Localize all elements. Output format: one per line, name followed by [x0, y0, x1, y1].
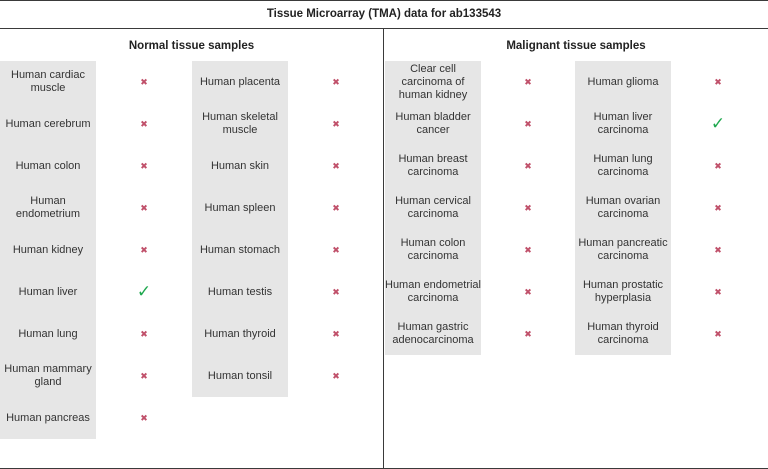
cross-icon: ✖: [524, 160, 532, 171]
cross-icon: ✖: [332, 160, 340, 171]
cross-icon: ✖: [332, 76, 340, 87]
cross-icon: ✖: [332, 328, 340, 339]
negative-cross-icon: [326, 114, 346, 134]
tissue-label: Human testis: [207, 285, 273, 298]
tissue-label: Human cardiac muscle: [11, 69, 85, 94]
tissue-label: Human colon: [15, 159, 81, 172]
negative-cross-icon: [708, 156, 728, 176]
cross-icon: ✖: [714, 286, 722, 297]
negative-cross-icon: [326, 324, 346, 344]
cross-icon: ✖: [524, 244, 532, 255]
negative-cross-icon: [134, 156, 154, 176]
tissue-label: Human glioma: [587, 75, 659, 88]
tissue-label: Human bladder cancer: [395, 111, 471, 136]
tissue-label: Human cervical carcinoma: [395, 195, 471, 220]
title-divider: [0, 28, 768, 29]
cross-icon: ✖: [332, 370, 340, 381]
cross-icon: ✖: [332, 286, 340, 297]
cross-icon: ✖: [524, 76, 532, 87]
check-icon: ✓: [136, 282, 152, 301]
cross-icon: ✖: [140, 76, 148, 87]
negative-cross-icon: [134, 114, 154, 134]
negative-cross-icon: [134, 408, 154, 428]
negative-cross-icon: [518, 240, 538, 260]
malignant-section-heading: Malignant tissue samples: [506, 40, 646, 52]
table-title: Tissue Microarray (TMA) data for ab133543: [266, 8, 502, 20]
cross-icon: ✖: [332, 244, 340, 255]
cross-icon: ✖: [714, 202, 722, 213]
negative-cross-icon: [326, 156, 346, 176]
negative-cross-icon: [518, 156, 538, 176]
cross-icon: ✖: [714, 328, 722, 339]
tissue-label: Human placenta: [199, 75, 281, 88]
tissue-label: Human tonsil: [207, 369, 273, 382]
positive-check-icon: [134, 282, 154, 302]
tissue-label: Human liver carcinoma: [593, 111, 653, 136]
tissue-label: Human breast carcinoma: [398, 153, 468, 178]
negative-cross-icon: [326, 240, 346, 260]
cross-icon: ✖: [332, 118, 340, 129]
cross-icon: ✖: [714, 244, 722, 255]
tissue-label: Human ovarian carcinoma: [585, 195, 661, 220]
negative-cross-icon: [134, 198, 154, 218]
cross-icon: ✖: [524, 118, 532, 129]
cross-icon: ✖: [140, 160, 148, 171]
negative-cross-icon: [518, 324, 538, 344]
tissue-label: Human pancreatic carcinoma: [578, 237, 668, 262]
tissue-label: Human kidney: [12, 243, 84, 256]
tissue-label: Human thyroid: [204, 327, 276, 340]
positive-check-icon: [708, 114, 728, 134]
cross-icon: ✖: [332, 202, 340, 213]
negative-cross-icon: [134, 240, 154, 260]
cross-icon: ✖: [524, 286, 532, 297]
tissue-label: Human stomach: [199, 243, 281, 256]
tissue-label: Human endometrium: [15, 195, 81, 220]
negative-cross-icon: [518, 72, 538, 92]
cross-icon: ✖: [140, 370, 148, 381]
cross-icon: ✖: [524, 328, 532, 339]
negative-cross-icon: [708, 240, 728, 260]
negative-cross-icon: [518, 114, 538, 134]
tissue-label: Human thyroid carcinoma: [587, 321, 659, 346]
tissue-label: Human colon carcinoma: [400, 237, 466, 262]
negative-cross-icon: [326, 198, 346, 218]
check-icon: ✓: [710, 114, 726, 133]
cross-icon: ✖: [140, 118, 148, 129]
cross-icon: ✖: [140, 412, 148, 423]
tissue-label: Human skeletal muscle: [202, 111, 278, 136]
tissue-label: Human spleen: [204, 201, 276, 214]
tissue-label: Human lung carcinoma: [593, 153, 653, 178]
negative-cross-icon: [326, 72, 346, 92]
top-border: [0, 0, 768, 1]
tissue-label: Human lung: [18, 327, 78, 340]
tissue-label: Human gastric adenocarcinoma: [392, 321, 474, 346]
tissue-label: Clear cell carcinoma of human kidney: [398, 62, 468, 101]
negative-cross-icon: [134, 72, 154, 92]
cross-icon: ✖: [714, 76, 722, 87]
section-divider: [383, 28, 384, 469]
cross-icon: ✖: [140, 202, 148, 213]
tissue-label: Human pancreas: [6, 411, 90, 424]
negative-cross-icon: [708, 282, 728, 302]
negative-cross-icon: [708, 198, 728, 218]
negative-cross-icon: [518, 198, 538, 218]
cross-icon: ✖: [140, 244, 148, 255]
tissue-label: Human cerebrum: [5, 117, 91, 130]
tissue-label: Human endometrial carcinoma: [385, 279, 481, 304]
cross-icon: ✖: [524, 202, 532, 213]
tissue-label: Human prostatic hyperplasia: [582, 279, 664, 304]
tissue-label: Human liver: [18, 285, 78, 298]
negative-cross-icon: [708, 324, 728, 344]
negative-cross-icon: [326, 366, 346, 386]
negative-cross-icon: [326, 282, 346, 302]
tissue-label: Human skin: [210, 159, 270, 172]
negative-cross-icon: [134, 366, 154, 386]
negative-cross-icon: [134, 324, 154, 344]
negative-cross-icon: [518, 282, 538, 302]
cross-icon: ✖: [140, 328, 148, 339]
tissue-label: Human mammary gland: [4, 363, 92, 388]
normal-section-heading: Normal tissue samples: [128, 40, 255, 52]
negative-cross-icon: [708, 72, 728, 92]
cross-icon: ✖: [714, 160, 722, 171]
